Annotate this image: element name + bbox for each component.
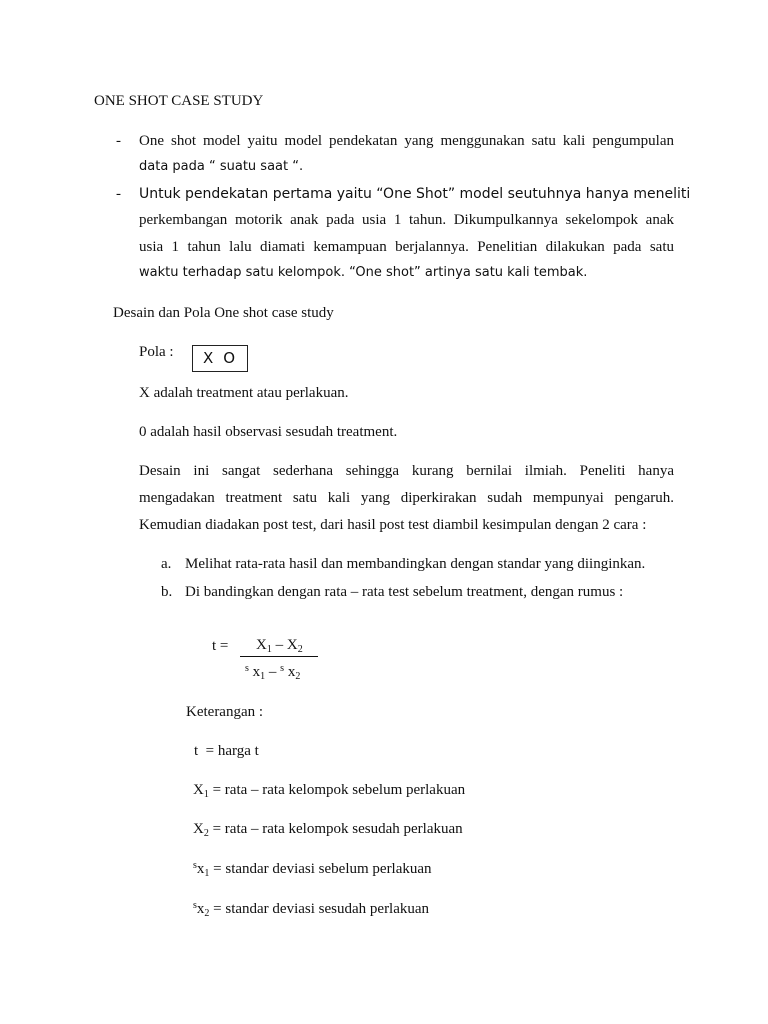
- keterangan-item: $X_1$ = rata – rata kelompok sebelum perlakuan: [193, 782, 466, 800]
- desain-line-2: mengadakan treatment satu kali yang diperkirakan sudah mempunyai pengaruh.: [139, 490, 674, 506]
- fraction-bar: [240, 656, 318, 657]
- pola-o: O: [223, 349, 236, 367]
- formula-numerator: $X_1 - X_2$: [256, 637, 303, 655]
- formula-denominator: $^s$ $x_1 - ^s$ $x_2$: [245, 663, 301, 682]
- list-item: Melihat rata-rata hasil dan membandingkan dengan standar yang diinginkan.: [185, 556, 646, 572]
- bullet-dash: -: [116, 133, 121, 149]
- list-marker: b.: [161, 584, 173, 600]
- bullet-2-line-1: Untuk pendekatan pertama yaitu “One Shot” model seutuhnya hanya meneliti: [139, 186, 691, 202]
- keterangan-heading: Keterangan :: [186, 704, 264, 720]
- bullet-2-line-4: waktu terhadap satu kelompok. “One shot” artinya satu kali tembak.: [139, 265, 588, 280]
- list-marker: a.: [161, 556, 172, 572]
- keterangan-item: t = harga t: [194, 743, 259, 759]
- page-title: ONE SHOT CASE STUDY: [94, 93, 264, 109]
- bullet-1-line-2: data pada “ suatu saat “.: [139, 159, 304, 174]
- section-heading: Desain dan Pola One shot case study: [113, 305, 334, 321]
- keterangan-item: $X_2$ = rata – rata kelompok sesudah perlakuan: [193, 821, 463, 839]
- o-description: 0 adalah hasil observasi sesudah treatment.: [139, 424, 398, 440]
- x-description: X adalah treatment atau perlakuan.: [139, 385, 349, 401]
- bullet-2-line-3: usia 1 tahun lalu diamati kemampuan berjalannya. Penelitian dilakukan pada satu: [139, 239, 674, 255]
- desain-line-3: Kemudian diadakan post test, dari hasil post test diambil kesimpulan dengan 2 cara :: [139, 517, 647, 533]
- bullet-2-line-2: perkembangan motorik anak pada usia 1 tahun. Dikumpulkannya sekelompok anak: [139, 212, 674, 228]
- bullet-1-line-1: One shot model yaitu model pendekatan yang menggunakan satu kali pengumpulan: [139, 133, 674, 149]
- pola-box: [192, 345, 248, 372]
- formula-lhs: t =: [212, 638, 229, 654]
- list-item: Di bandingkan dengan rata – rata test sebelum treatment, dengan rumus :: [185, 584, 624, 600]
- pola-label: Pola :: [139, 344, 174, 360]
- keterangan-item: $^sx_1$ = standar deviasi sebelum perlakuan: [193, 860, 432, 879]
- bullet-dash: -: [116, 186, 121, 202]
- desain-line-1: Desain ini sangat sederhana sehingga kurang bernilai ilmiah. Peneliti hanya: [139, 463, 674, 479]
- pola-x: X: [203, 349, 214, 367]
- keterangan-item: $^sx_2$ = standar deviasi sesudah perlakuan: [193, 900, 430, 919]
